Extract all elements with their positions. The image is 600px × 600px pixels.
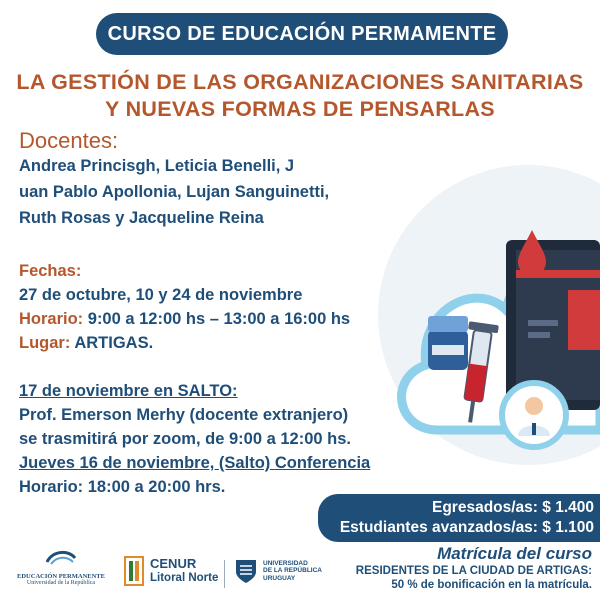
matricula-title: Matrícula del curso xyxy=(437,544,592,563)
lugar-row xyxy=(19,334,153,353)
matricula-line-1: RESIDENTES DE LA CIUDAD DE ARTIGAS: xyxy=(355,565,592,577)
price-egresados: Egresados/as: $ 1.400 xyxy=(432,499,594,516)
cenur-logo xyxy=(124,556,218,586)
udelar-logo-line-1: UNIVERSIDAD xyxy=(263,559,308,567)
medical-cloud-illustration xyxy=(378,130,600,500)
lugar-label: Lugar: xyxy=(19,334,71,352)
course-type-badge: CURSO DE EDUCACIÓN PERMAMENTE xyxy=(96,13,508,55)
udelar-shield-icon xyxy=(234,558,258,584)
course-title-line-1: LA GESTIÓN DE LAS ORGANIZACIONES SANITARIAS xyxy=(16,70,584,94)
logo-divider xyxy=(224,560,225,588)
horario-value: 9:00 a 12:00 hs – 13:00 a 16:00 hs xyxy=(87,310,351,328)
matricula-note xyxy=(356,565,592,592)
ep-logo-line-2: Universidad de la República xyxy=(26,580,96,586)
matricula-line-2: 50 % de bonificación en la matrícula. xyxy=(391,578,592,591)
ep-swoosh-icon xyxy=(43,548,79,568)
cenur-logo-line-1: CENUR xyxy=(150,556,197,571)
educacion-permanente-logo xyxy=(12,548,110,586)
ep-logo-line-1: EDUCACIÓN PERMANENTE xyxy=(17,573,105,580)
salto-line-1: Prof. Emerson Merhy (docente extranjero) xyxy=(19,406,349,424)
price-box xyxy=(318,494,600,542)
lugar-value: ARTIGAS. xyxy=(74,334,154,352)
docentes-line-3: Ruth Rosas y Jacqueline Reina xyxy=(19,209,264,227)
salto-line-2: se trasmitirá por zoom, de 9:00 a 12:00 hs. xyxy=(19,430,351,448)
conferencia-horario: Horario: 18:00 a 20:00 hrs. xyxy=(19,478,226,496)
docentes-label: Docentes: xyxy=(19,128,119,153)
udelar-logo xyxy=(234,558,322,584)
udelar-logo-line-3: URUGUAY xyxy=(263,574,296,582)
cenur-mark-icon xyxy=(124,556,144,586)
docentes-line-2: uan Pablo Apollonia, Lujan Sanguinetti, xyxy=(19,183,330,201)
conferencia-line: Jueves 16 de noviembre, (Salto) Conferencia xyxy=(19,454,371,472)
cenur-logo-line-2: Litoral Norte xyxy=(150,572,219,584)
docentes-line-1: Andrea Princisgh, Leticia Benelli, J xyxy=(19,157,295,175)
price-estudiantes: Estudiantes avanzados/as: $ 1.100 xyxy=(339,519,594,536)
horario-row xyxy=(19,310,350,329)
salto-heading: 17 de noviembre en SALTO: xyxy=(19,382,238,400)
horario-label: Horario: xyxy=(19,310,84,328)
fechas-label: Fechas: xyxy=(19,262,82,280)
course-title-line-2: Y NUEVAS FORMAS DE PENSARLAS xyxy=(105,97,495,121)
fechas-value: 27 de octubre, 10 y 24 de noviembre xyxy=(19,286,303,304)
udelar-logo-line-2: DE LA REPÚBLICA xyxy=(263,567,322,575)
